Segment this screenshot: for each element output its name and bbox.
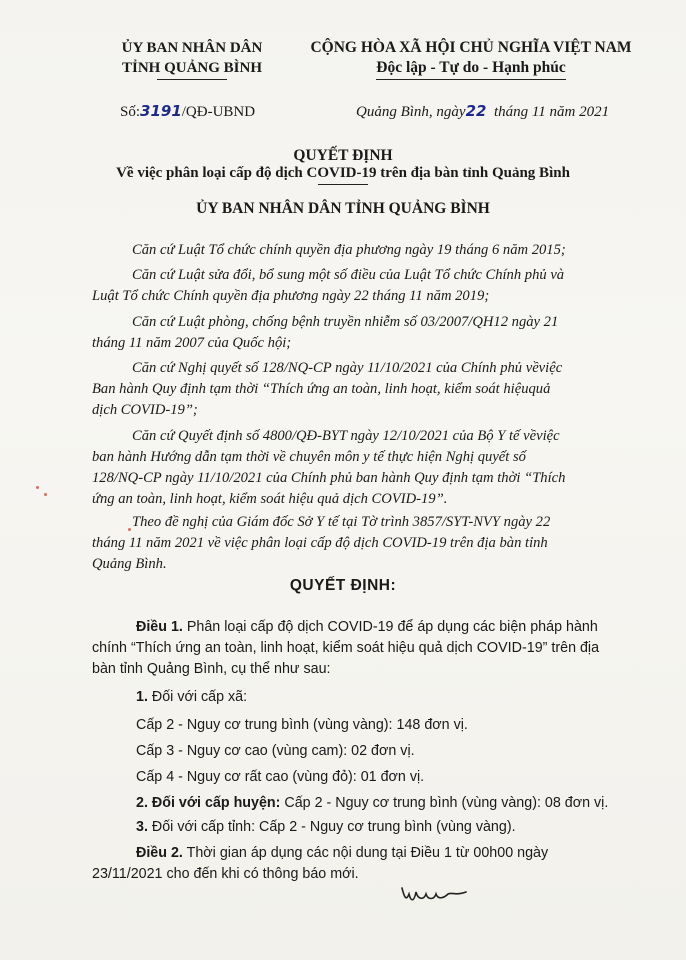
preamble-line: Luật Tổ chức Chính quyền địa phương ngày 22 tháng 11 năm 2019;: [92, 288, 490, 304]
issuer-line-1: ỦY BAN NHÂN DÂN: [121, 40, 263, 56]
level-line: Cấp 2 - Nguy cơ trung bình (vùng vàng): 148 đơn vị.: [136, 717, 468, 733]
preamble-line: ban hành Hướng dẫn tạm thời về chuyên môn y tế thực hiện Nghị quyết số: [92, 449, 526, 465]
issuing-authority: ỦY BAN NHÂN DÂN TỈNH QUẢNG BÌNH: [196, 200, 490, 217]
document-title: QUYẾT ĐỊNH: [293, 147, 393, 164]
article-1-line: chính “Thích ứng an toàn, linh hoạt, kiểm soát hiệu quả dịch COVID-19” trên địa: [92, 640, 600, 656]
preamble-line: Theo đề nghị của Giám đốc Sở Y tế tại Tờ trình 3857/SYT-NVY ngày 22: [132, 514, 551, 530]
level-line: Cấp 3 - Nguy cơ cao (vùng cam): 02 đơn vị.: [136, 743, 415, 759]
section-1-text: Đối với cấp xã:: [147, 689, 248, 705]
issuer-line-2: TỈNH QUẢNG BÌNH: [121, 60, 263, 76]
level-line: Cấp 4 - Nguy cơ rất cao (vùng đỏ): 01 đơn vị.: [136, 769, 425, 785]
preamble-line: Căn cứ Luật Tổ chức chính quyền địa phương ngày 19 tháng 6 năm 2015;: [132, 242, 566, 258]
preamble-line: tháng 11 năm 2007 của Quốc hội;: [92, 335, 292, 351]
section-2-text: Cấp 2 - Nguy cơ trung bình (vùng vàng): 08 đơn vị.: [280, 795, 609, 811]
article-2-line: [136, 843, 548, 863]
issuer-underline: [157, 79, 227, 80]
article-1-label: Điều 1.: [136, 619, 183, 635]
section-2-label: 2. Đối với cấp huyện:: [136, 795, 281, 811]
preamble-line: Căn cứ Nghị quyết số 128/NQ-CP ngày 11/10/2021 của Chính phủ vềviệc: [132, 360, 563, 376]
motto-underline: [376, 79, 566, 80]
date-prefix: Quảng Bình, ngày: [356, 104, 466, 120]
preamble-line: Căn cứ Luật phòng, chống bệnh truyền nhiễm số 03/2007/QH12 ngày 21: [132, 314, 559, 330]
preamble-line: ứng an toàn, linh hoạt, kiểm soát hiệu quả dịch COVID-19”.: [92, 491, 448, 507]
preamble-line: Căn cứ Luật sửa đổi, bổ sung một số điều của Luật Tổ chức Chính phủ và: [132, 267, 565, 283]
stamp-bleed-mark: [36, 486, 39, 489]
subtitle-underline: [318, 184, 368, 185]
article-2-text: Thời gian áp dụng các nội dung tại Điều 1 từ 00h00 ngày: [182, 845, 549, 861]
article-2-label: Điều 2.: [136, 845, 183, 861]
doc-number-handwritten: 3191: [140, 102, 182, 120]
section-3-label: 3.: [136, 819, 148, 835]
preamble-line: dịch COVID-19”;: [92, 402, 198, 418]
preamble-line: 128/NQ-CP ngày 11/10/2021 của Chính phủ ban hành Quy định tạm thời “Thích: [92, 470, 566, 486]
article-2-line: 23/11/2021 cho đến khi có thông báo mới.: [92, 866, 359, 882]
section-commune: [136, 687, 247, 707]
doc-number-prefix: Số:: [120, 104, 141, 120]
issuer-header: [112, 38, 272, 80]
signature-initials-icon: [400, 882, 470, 908]
article-1-text: Phân loại cấp độ dịch COVID-19 để áp dụng các biện pháp hành: [182, 619, 598, 635]
stamp-bleed-mark: [128, 528, 131, 531]
decision-heading: QUYẾT ĐỊNH:: [289, 577, 397, 594]
document-subtitle: Về việc phân loại cấp độ dịch COVID-19 trên địa bàn tỉnh Quảng Bình: [116, 165, 570, 181]
motto-line: Độc lập - Tự do - Hạnh phúc: [376, 59, 566, 76]
section-district: [136, 793, 608, 813]
preamble-line: tháng 11 năm 2021 về việc phân loại cấp độ dịch COVID-19 trên địa bàn tỉnh: [92, 535, 548, 551]
section-province: [136, 817, 516, 837]
document-date: [356, 102, 609, 121]
stamp-bleed-mark: [44, 493, 47, 496]
document-number: [120, 102, 255, 121]
national-title: CỘNG HÒA XÃ HỘI CHỦ NGHĨA VIỆT NAM: [310, 39, 632, 56]
doc-number-suffix: /QĐ-UBND: [181, 104, 256, 120]
preamble-line: Quảng Bình.: [92, 556, 167, 572]
article-1-line: bàn tỉnh Quảng Bình, cụ thể như sau:: [92, 661, 331, 677]
national-motto: [286, 38, 656, 80]
section-3-text: Đối với cấp tỉnh: Cấp 2 - Nguy cơ trung bình (vùng vàng).: [147, 819, 516, 835]
preamble-line: Căn cứ Quyết định số 4800/QĐ-BYT ngày 12/10/2021 của Bộ Y tế vềviệc: [132, 428, 560, 444]
article-1-line: [136, 617, 598, 637]
section-1-label: 1.: [136, 689, 148, 705]
preamble-line: Ban hành Quy định tạm thời “Thích ứng an toàn, linh hoạt, kiểm soát hiệuquả: [92, 381, 551, 397]
date-day-handwritten: 22: [465, 102, 487, 120]
date-rest: tháng 11 năm 2021: [493, 104, 610, 120]
